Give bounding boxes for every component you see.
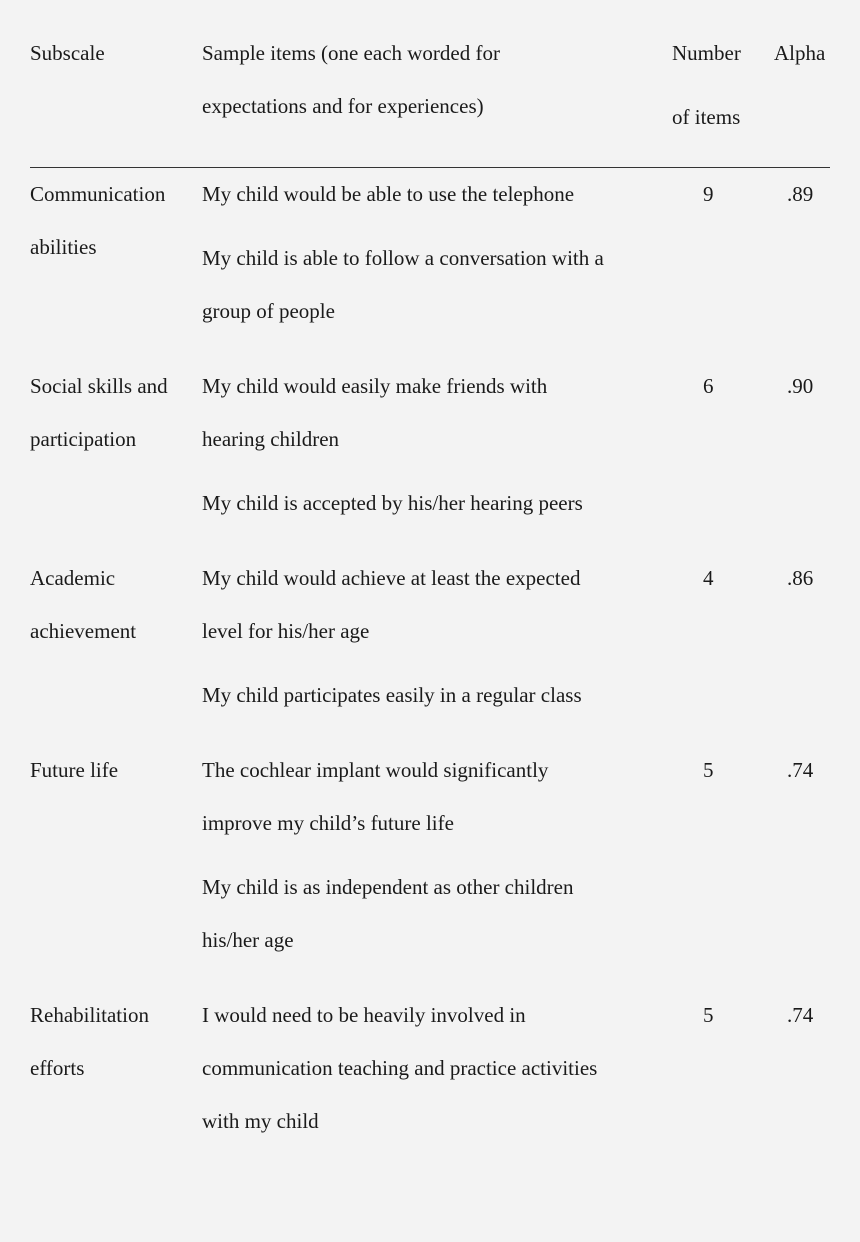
header-number-line2: of items xyxy=(672,105,741,129)
number-of-items: 5 xyxy=(703,758,714,782)
sample-item-text: I would need to be heavily involved in xyxy=(202,1003,526,1027)
header-rule xyxy=(30,167,830,168)
sample-item-text: group of people xyxy=(202,299,335,323)
alpha-value: .89 xyxy=(787,182,814,206)
number-of-items: 9 xyxy=(703,182,714,206)
sample-item-text: My child is accepted by his/her hearing peers xyxy=(202,491,583,515)
sample-item-text: My child would achieve at least the expected xyxy=(202,566,581,590)
subscale-label: participation xyxy=(30,427,137,451)
sample-item-text: My child participates easily in a regular class xyxy=(202,683,582,707)
subscale-label: achievement xyxy=(30,619,137,643)
alpha-value: .90 xyxy=(787,374,814,398)
subscale-label: Social skills and xyxy=(30,374,168,398)
sample-item-text: My child is as independent as other children xyxy=(202,875,574,899)
header-alpha: Alpha xyxy=(774,41,826,65)
alpha-value: .74 xyxy=(787,1003,814,1027)
alpha-value: .86 xyxy=(787,566,814,590)
subscale-label: abilities xyxy=(30,235,97,259)
header-number-line1: Number xyxy=(672,41,741,65)
sample-item-text: My child would be able to use the telephone xyxy=(202,182,575,206)
sample-item-text: with my child xyxy=(202,1109,319,1133)
number-of-items: 6 xyxy=(703,374,714,398)
header-subscale: Subscale xyxy=(30,41,105,65)
sample-item-text: his/her age xyxy=(202,928,294,952)
subscale-label: efforts xyxy=(30,1056,85,1080)
header-sample-items-line1: Sample items (one each worded for xyxy=(202,41,500,65)
header-sample-items-line2: expectations and for experiences) xyxy=(202,94,484,118)
sample-item-text: communication teaching and practice activities xyxy=(202,1056,598,1080)
alpha-value: .74 xyxy=(787,758,814,782)
sample-item-text: improve my child’s future life xyxy=(202,811,454,835)
subscale-label: Future life xyxy=(30,758,119,782)
number-of-items: 5 xyxy=(703,1003,714,1027)
subscale-label: Communication xyxy=(30,182,166,206)
sample-item-text: My child would easily make friends with xyxy=(202,374,548,398)
sample-item-text: The cochlear implant would significantly xyxy=(202,758,549,782)
number-of-items: 4 xyxy=(703,566,714,590)
sample-item-text: level for his/her age xyxy=(202,619,370,643)
sample-item-text: hearing children xyxy=(202,427,340,451)
subscale-label: Academic xyxy=(30,566,116,590)
subscale-label: Rehabilitation xyxy=(30,1003,149,1027)
sample-item-text: My child is able to follow a conversation with a xyxy=(202,246,604,270)
